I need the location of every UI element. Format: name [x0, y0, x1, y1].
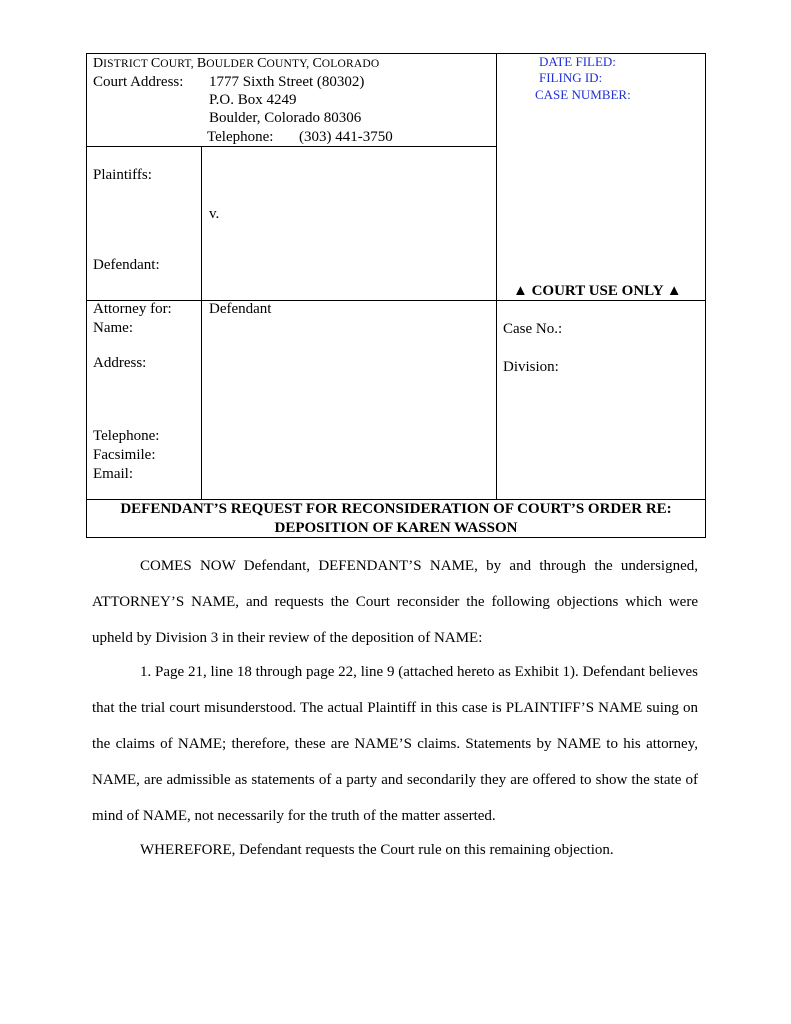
plaintiffs-label: Plaintiffs:	[93, 167, 152, 183]
attorney-telephone-label: Telephone:	[93, 428, 160, 444]
body-paragraph-objection-1: 1. Page 21, line 18 through page 22, line 9 (attached hereto as Exhibit 1). Defendant believes that the trial court misunderstood. The actual Plaintiff in this case is PLAINTIFF’S NAME suing on the claims of NAME; therefore, these are NAME’S claims. Statements by NAME to his attorney, NAME, are admissible as statements of a party and secondarily they are offered to show the state of mind of NAME, not necessarily for the truth of the matter asserted.	[92, 664, 698, 824]
caption-divider-vertical-left	[201, 146, 202, 500]
division-label: Division:	[503, 359, 559, 375]
attorney-address-label: Address:	[93, 355, 147, 371]
attorney-facsimile-label: Facsimile:	[93, 447, 156, 463]
court-address-line2: P.O. Box 4249	[209, 92, 297, 108]
date-filed-label: DATE FILED:	[539, 54, 616, 69]
court-address-label: Court Address:	[93, 74, 184, 90]
attorney-for-label: Attorney for:	[93, 301, 172, 317]
court-telephone-label: Telephone:	[207, 129, 274, 145]
case-no-label: Case No.:	[503, 321, 563, 337]
court-address-line3: Boulder, Colorado 80306	[209, 110, 362, 126]
body-paragraph-intro: COMES NOW Defendant, DEFENDANT’S NAME, by and through the undersigned, ATTORNEY’S NAME, and requests the Court reconsider the following objections which were upheld by Division 3 in their review of the deposition of NAME:	[92, 558, 698, 646]
document-title-line2: DEPOSITION OF KAREN WASSON	[274, 520, 518, 536]
document-title	[86, 500, 706, 538]
defendant-label: Defendant:	[93, 257, 160, 273]
attorney-email-label: Email:	[93, 466, 133, 482]
body-paragraph-wherefore: WHEREFORE, Defendant requests the Court rule on this remaining objection.	[140, 842, 614, 858]
case-number-label: CASE NUMBER:	[535, 87, 631, 102]
versus-label: v.	[209, 206, 220, 222]
attorney-name-label: Name:	[93, 320, 133, 336]
filing-id-label: FILING ID:	[539, 70, 603, 85]
court-name: DISTRICT COURT, BOULDER COUNTY, COLORADO	[93, 56, 380, 71]
court-telephone-value: (303) 441-3750	[299, 129, 393, 145]
attorney-for-value: Defendant	[209, 301, 272, 317]
caption-divider-parties-attorney	[86, 300, 706, 301]
court-use-only-label: ▲ COURT USE ONLY ▲	[513, 283, 682, 299]
court-address-line1: 1777 Sixth Street (80302)	[209, 74, 365, 90]
document-title-line1: DEFENDANT’S REQUEST FOR RECONSIDERATION OF COURT’S ORDER RE:	[120, 501, 672, 517]
caption-divider-vertical-main	[496, 53, 497, 500]
caption-divider-court-parties	[86, 146, 496, 147]
